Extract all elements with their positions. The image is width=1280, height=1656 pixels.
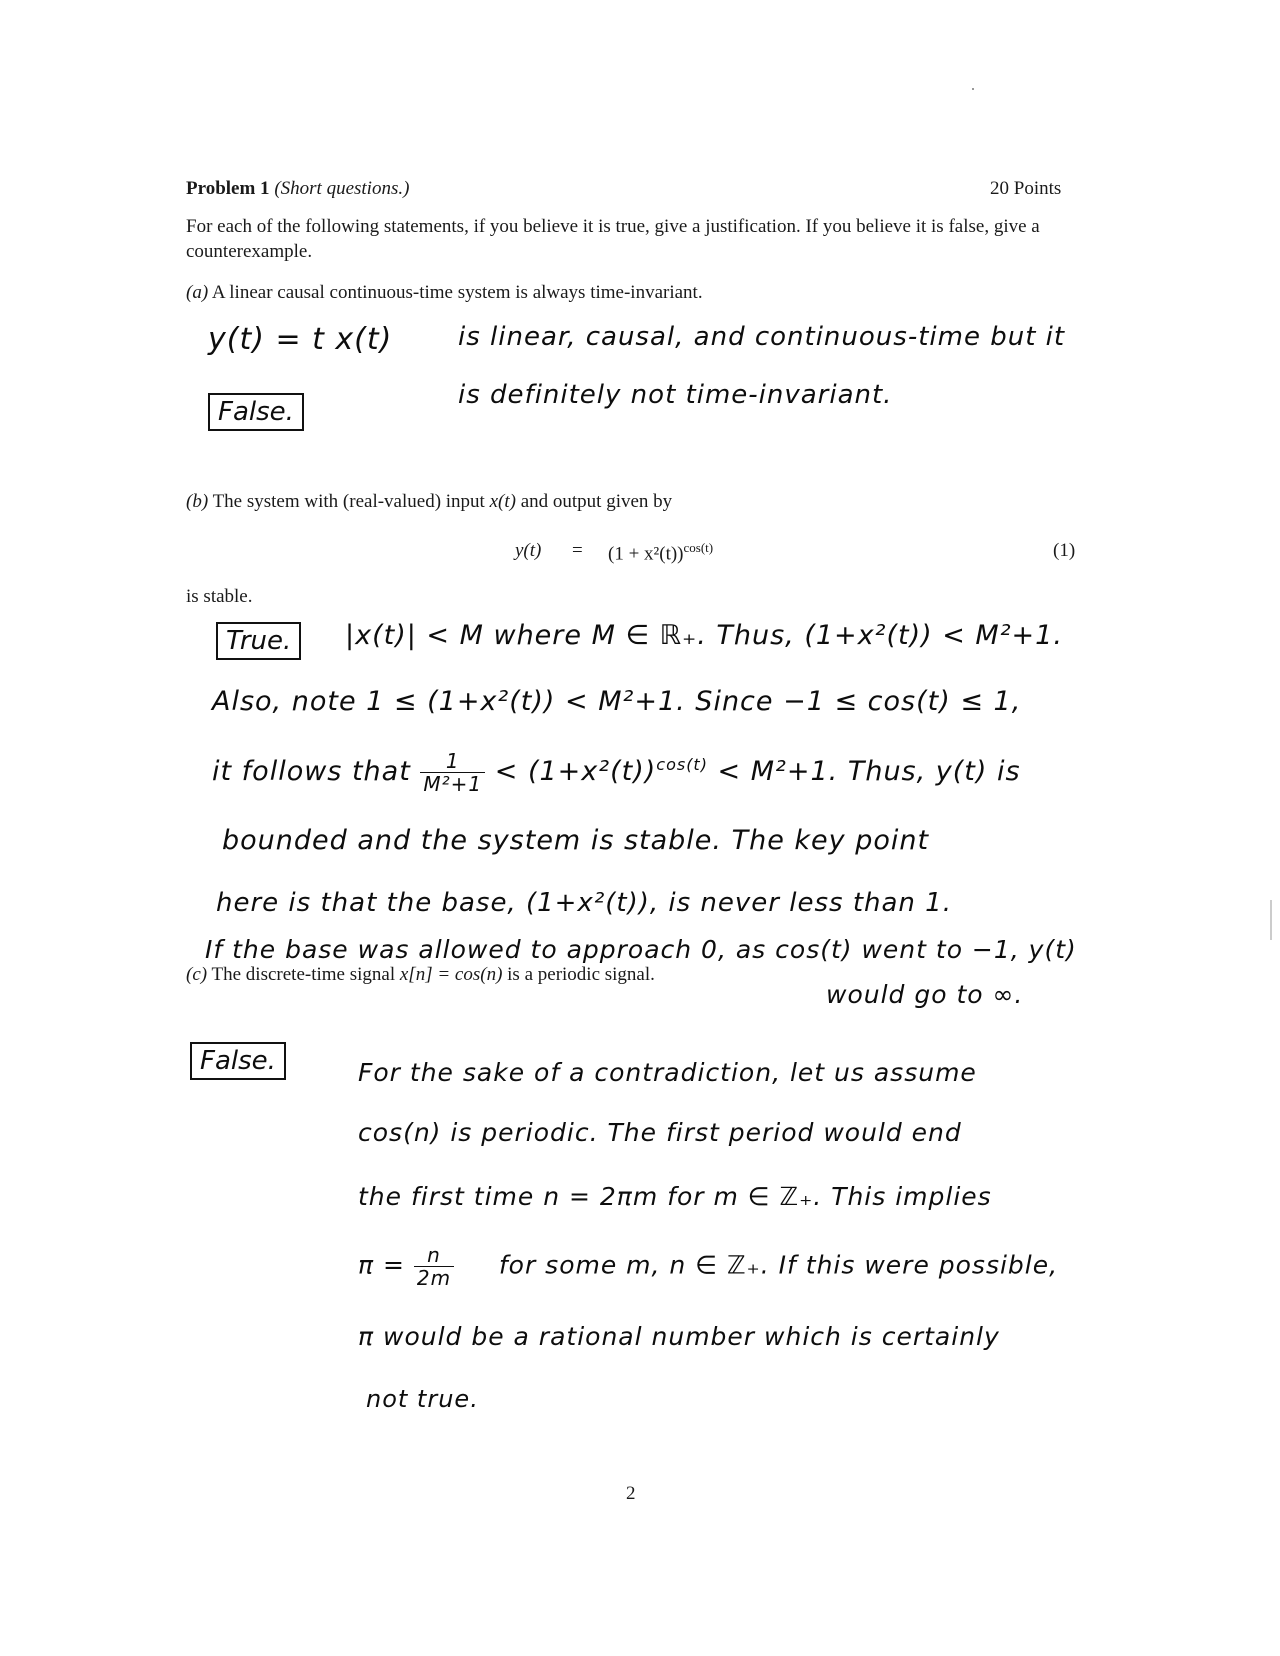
- problem-subtitle: (Short questions.): [274, 178, 410, 199]
- equation-equals: =: [572, 540, 583, 561]
- part-b-hand-line-6: If the base was allowed to approach 0, as cos(t) went to −1, y(t): [205, 935, 1077, 964]
- part-b-fraction: [420, 750, 485, 795]
- part-b-frac-den: M²+1: [423, 772, 483, 796]
- part-c-answer-box: False.: [190, 1042, 286, 1080]
- equation-rhs-base: (1 + x²(t)): [608, 543, 684, 565]
- intro-text: For each of the following statements, if you believe it is true, give a justification. If you believe it is false, give a counterexample.: [186, 216, 1040, 262]
- part-c-text-pre: The discrete-time signal: [211, 964, 396, 985]
- part-a-label: (a): [186, 282, 209, 303]
- part-c-label: (c): [186, 964, 208, 985]
- part-c-frac-den: 2m: [416, 1266, 452, 1290]
- part-b-text-post: and output given by: [520, 491, 673, 512]
- part-c-hand-line-1: For the sake of a contradiction, let us assume: [358, 1058, 977, 1087]
- problem-heading: [186, 177, 409, 202]
- part-c-hand-line-4: [358, 1244, 1058, 1289]
- part-b-hand-line-1: |x(t)| < M where M ∈ ℝ₊. Thus, (1+x²(t)) < M²+1.: [345, 620, 1063, 651]
- equation-rhs: [608, 540, 713, 565]
- part-b-hand-line-4: bounded and the system is stable. The key point: [222, 825, 930, 856]
- part-b-bound: < M²+1. Thus, y(t) is: [717, 756, 1021, 787]
- part-b-hand-line-5: here is that the base, (1+x²(t)), is never less than 1.: [216, 888, 952, 918]
- part-c-hand-line-5: π would be a rational number which is certainly: [358, 1322, 1000, 1351]
- part-c-hand-line-3: the first time n = 2πm for m ∈ ℤ₊. This implies: [358, 1182, 992, 1211]
- part-c-text-post: is a periodic signal.: [507, 964, 655, 985]
- equation-rhs-exponent: cos(t): [683, 540, 714, 555]
- page-number: 2: [626, 1483, 636, 1504]
- part-b-var: x(t): [489, 491, 516, 512]
- part-b-text-pre: The system with (real-valued) input: [212, 491, 485, 512]
- equation-number: (1): [1053, 540, 1076, 561]
- part-a-hand-line-1: is linear, causal, and continuous-time but it: [458, 322, 1066, 352]
- part-b-hand-line-7: would go to ∞.: [826, 980, 1024, 1009]
- part-c-fraction: [414, 1244, 454, 1289]
- part-b-answer-box: True.: [216, 622, 301, 660]
- part-b-statement: [186, 490, 672, 515]
- part-b-frac-num: 1: [420, 750, 485, 773]
- problem-label: Problem 1: [186, 178, 270, 199]
- part-a-statement: [186, 281, 703, 306]
- part-b-power-base: < (1+x²(t)): [494, 756, 657, 787]
- part-a-text: A linear causal continuous-time system is always time-invariant.: [211, 282, 703, 303]
- part-b-tail: is stable.: [186, 586, 253, 607]
- part-a-answer-box: False.: [208, 393, 304, 431]
- part-a-hand-line-2: is definitely not time-invariant.: [458, 380, 893, 410]
- part-c-hand-line-2: cos(n) is periodic. The first period would end: [358, 1118, 962, 1147]
- part-c-for-some: for some m, n ∈ ℤ₊. If this were possible,: [498, 1250, 1059, 1280]
- part-c-equation: x[n] = cos(n): [399, 964, 503, 985]
- part-c-frac-num: n: [414, 1244, 454, 1267]
- part-b-follows: it follows that: [212, 756, 411, 787]
- part-b-hand-line-2: Also, note 1 ≤ (1+x²(t)) < M²+1. Since −1 ≤ cos(t) ≤ 1,: [212, 686, 1022, 717]
- part-b-hand-line-3: [212, 750, 1021, 795]
- part-c-pi-eq: π =: [358, 1250, 405, 1280]
- part-b-label: (b): [186, 491, 209, 512]
- part-c-hand-line-6: not true.: [366, 1385, 479, 1413]
- part-a-hand-equation: y(t) = t x(t): [208, 322, 393, 357]
- scan-speck: [972, 88, 974, 90]
- scan-edge-mark: [1270, 900, 1272, 940]
- part-b-power-exp: cos(t): [656, 755, 708, 774]
- part-c-statement: [186, 963, 655, 988]
- equation-lhs: y(t): [515, 540, 542, 561]
- points-label: 20 Points: [990, 178, 1062, 199]
